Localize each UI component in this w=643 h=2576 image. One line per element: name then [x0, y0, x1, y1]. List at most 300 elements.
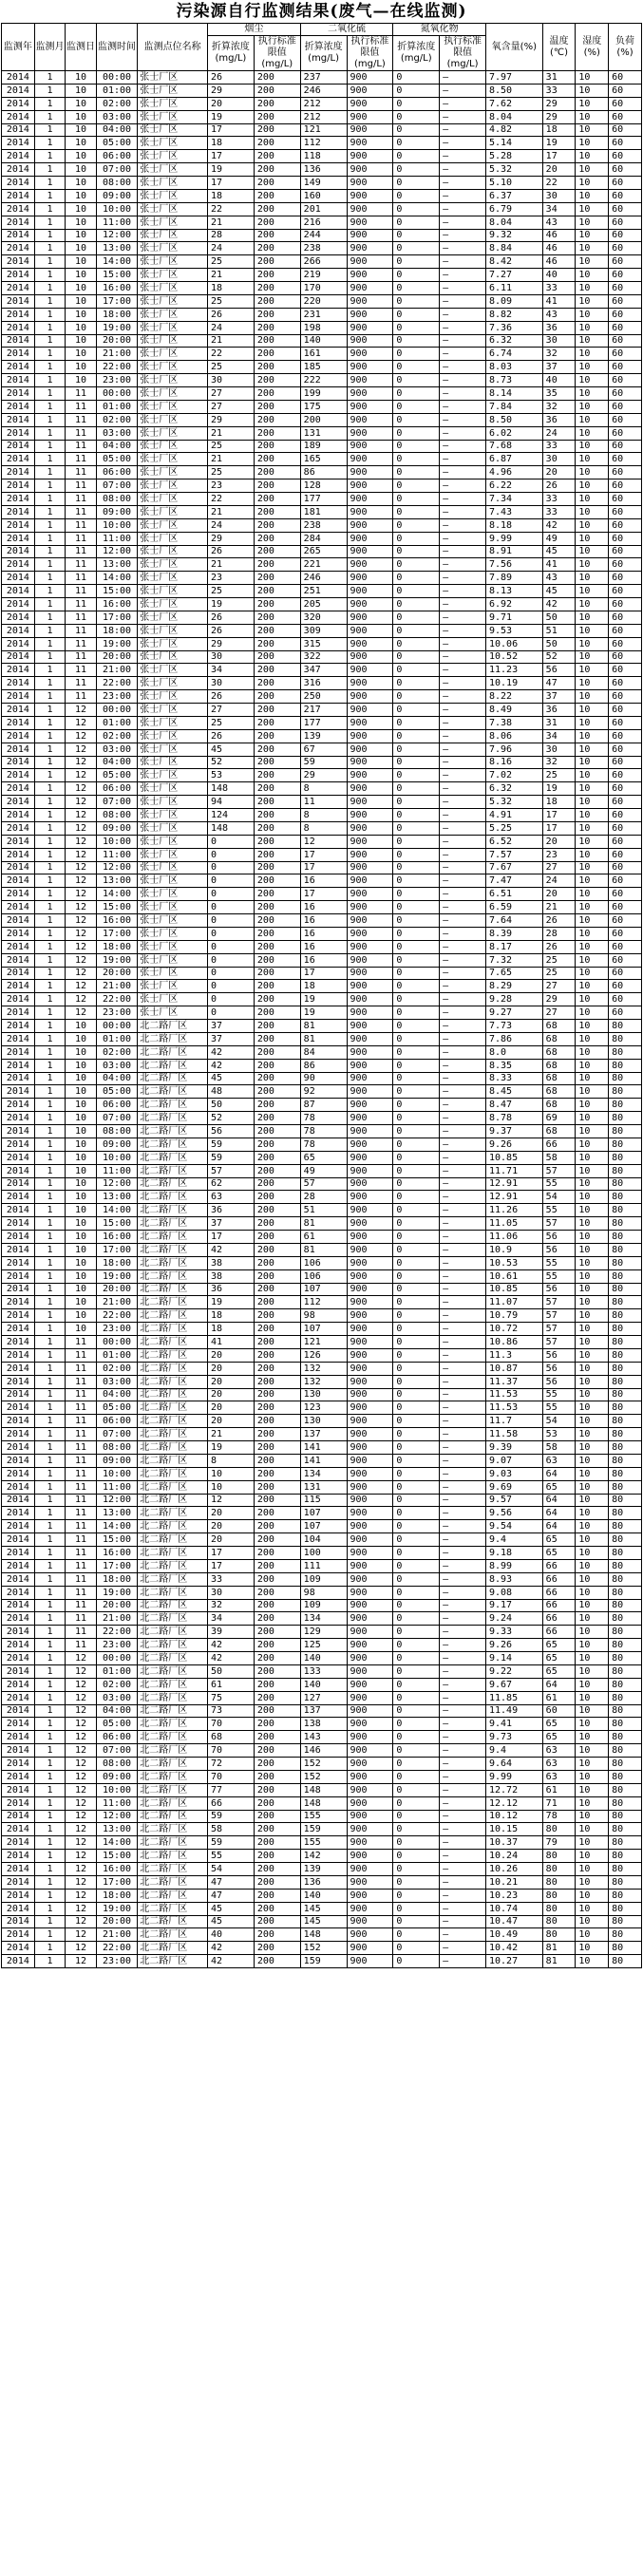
cell-nox-limit: — — [440, 1231, 486, 1244]
table-row — [2, 1889, 642, 1902]
cell-dust-conc: 19 — [208, 110, 255, 123]
cell-so2-limit: 900 — [347, 874, 393, 888]
cell-so2-limit: 900 — [347, 308, 393, 321]
cell-day: 11 — [66, 1454, 97, 1467]
cell-humidity: 10 — [576, 1572, 609, 1586]
cell-nox-conc: 0 — [393, 993, 440, 1006]
cell-month: 1 — [34, 1758, 66, 1771]
cell-nox-limit: — — [440, 374, 486, 387]
cell-nox-conc: 0 — [393, 71, 440, 85]
cell-load: 60 — [609, 110, 642, 123]
cell-year: 2014 — [2, 1099, 35, 1112]
cell-location: 张士厂区 — [138, 940, 208, 953]
cell-nox-limit: — — [440, 1375, 486, 1388]
cell-month: 1 — [34, 1691, 66, 1704]
cell-so2-limit: 900 — [347, 743, 393, 756]
cell-nox-limit: — — [440, 493, 486, 506]
cell-load: 60 — [609, 189, 642, 202]
table-row — [2, 361, 642, 374]
cell-dust-limit: 200 — [254, 413, 300, 426]
cell-nox-conc: 0 — [393, 1547, 440, 1560]
cell-dust-conc: 37 — [208, 1032, 255, 1045]
cell-nox-limit: — — [440, 1323, 486, 1336]
table-row — [2, 189, 642, 202]
cell-dust-conc: 37 — [208, 1020, 255, 1033]
cell-load: 80 — [609, 1032, 642, 1045]
cell-so2-limit: 900 — [347, 1283, 393, 1296]
table-row — [2, 532, 642, 545]
cell-oxygen: 10.85 — [485, 1151, 542, 1164]
cell-dust-limit: 200 — [254, 1586, 300, 1599]
cell-location: 张士厂区 — [138, 993, 208, 1006]
cell-time: 11:00 — [96, 532, 137, 545]
cell-year: 2014 — [2, 1428, 35, 1441]
cell-dust-limit: 200 — [254, 177, 300, 190]
cell-nox-limit: — — [440, 361, 486, 374]
cell-temperature: 49 — [542, 532, 576, 545]
cell-nox-limit: — — [440, 729, 486, 743]
cell-month: 1 — [34, 1045, 66, 1059]
cell-location: 张士厂区 — [138, 650, 208, 664]
cell-oxygen: 10.49 — [485, 1928, 542, 1942]
cell-dust-limit: 200 — [254, 598, 300, 611]
cell-dust-limit: 200 — [254, 1902, 300, 1915]
cell-oxygen: 6.52 — [485, 835, 542, 848]
cell-load: 80 — [609, 1085, 642, 1099]
cell-so2-limit: 900 — [347, 71, 393, 85]
cell-humidity: 10 — [576, 1269, 609, 1283]
cell-oxygen: 7.65 — [485, 967, 542, 980]
cell-nox-conc: 0 — [393, 361, 440, 374]
cell-dust-limit: 200 — [254, 861, 300, 874]
cell-day: 11 — [66, 637, 97, 650]
cell-nox-limit: — — [440, 901, 486, 914]
cell-day: 11 — [66, 1547, 97, 1560]
cell-dust-conc: 59 — [208, 1836, 255, 1850]
cell-month: 1 — [34, 1401, 66, 1415]
cell-location: 张士厂区 — [138, 321, 208, 334]
cell-dust-conc: 0 — [208, 993, 255, 1006]
cell-so2-conc: 177 — [300, 716, 347, 729]
table-body — [2, 71, 642, 1968]
cell-load: 60 — [609, 769, 642, 782]
table-row — [2, 1572, 642, 1586]
cell-temperature: 66 — [542, 1138, 576, 1151]
cell-oxygen: 7.67 — [485, 861, 542, 874]
cell-oxygen: 7.36 — [485, 321, 542, 334]
table-row — [2, 1664, 642, 1678]
cell-location: 张士厂区 — [138, 229, 208, 242]
table-row — [2, 756, 642, 769]
cell-day: 11 — [66, 518, 97, 532]
cell-so2-limit: 900 — [347, 1125, 393, 1138]
cell-nox-limit: — — [440, 1863, 486, 1876]
cell-humidity: 10 — [576, 321, 609, 334]
cell-year: 2014 — [2, 229, 35, 242]
cell-nox-conc: 0 — [393, 374, 440, 387]
cell-location: 北二路厂区 — [138, 1480, 208, 1494]
cell-day: 11 — [66, 1480, 97, 1494]
cell-location: 张士厂区 — [138, 743, 208, 756]
cell-time: 00:00 — [96, 1652, 137, 1665]
cell-oxygen: 9.33 — [485, 1626, 542, 1639]
cell-so2-conc: 266 — [300, 255, 347, 269]
cell-month: 1 — [34, 1085, 66, 1099]
cell-month: 1 — [34, 400, 66, 413]
cell-so2-limit: 900 — [347, 348, 393, 361]
cell-load: 80 — [609, 1507, 642, 1520]
cell-dust-conc: 21 — [208, 269, 255, 282]
cell-so2-conc: 132 — [300, 1375, 347, 1388]
cell-nox-conc: 0 — [393, 1915, 440, 1928]
cell-temperature: 18 — [542, 796, 576, 809]
cell-oxygen: 6.02 — [485, 426, 542, 440]
cell-so2-conc: 143 — [300, 1731, 347, 1744]
cell-dust-limit: 200 — [254, 1217, 300, 1231]
cell-so2-limit: 900 — [347, 1085, 393, 1099]
cell-so2-limit: 900 — [347, 479, 393, 493]
cell-humidity: 10 — [576, 1336, 609, 1349]
table-row — [2, 1770, 642, 1783]
cell-so2-limit: 900 — [347, 1454, 393, 1467]
cell-so2-conc: 92 — [300, 1085, 347, 1099]
cell-location: 北二路厂区 — [138, 1204, 208, 1217]
cell-so2-limit: 900 — [347, 940, 393, 953]
cell-nox-conc: 0 — [393, 493, 440, 506]
cell-so2-limit: 900 — [347, 1559, 393, 1572]
cell-humidity: 10 — [576, 1480, 609, 1494]
cell-nox-limit: — — [440, 848, 486, 861]
cell-year: 2014 — [2, 677, 35, 690]
cell-time: 17:00 — [96, 611, 137, 624]
cell-load: 80 — [609, 1572, 642, 1586]
cell-nox-limit: — — [440, 400, 486, 413]
cell-oxygen: 8.16 — [485, 756, 542, 769]
cell-temperature: 47 — [542, 677, 576, 690]
cell-time: 18:00 — [96, 1256, 137, 1269]
cell-dust-limit: 200 — [254, 1704, 300, 1718]
cell-day: 11 — [66, 453, 97, 466]
table-row — [2, 1283, 642, 1296]
cell-temperature: 43 — [542, 308, 576, 321]
cell-so2-limit: 900 — [347, 611, 393, 624]
cell-nox-limit: — — [440, 1059, 486, 1072]
cell-temperature: 17 — [542, 809, 576, 822]
cell-location: 张士厂区 — [138, 453, 208, 466]
cell-month: 1 — [34, 334, 66, 348]
cell-temperature: 46 — [542, 255, 576, 269]
cell-so2-conc: 16 — [300, 914, 347, 928]
cell-day: 12 — [66, 1928, 97, 1942]
cell-dust-conc: 42 — [208, 1059, 255, 1072]
cell-year: 2014 — [2, 967, 35, 980]
cell-dust-conc: 70 — [208, 1770, 255, 1783]
cell-dust-conc: 66 — [208, 1796, 255, 1810]
cell-oxygen: 10.87 — [485, 1362, 542, 1375]
cell-time: 04:00 — [96, 440, 137, 453]
cell-location: 张士厂区 — [138, 479, 208, 493]
cell-nox-conc: 0 — [393, 532, 440, 545]
cell-month: 1 — [34, 1664, 66, 1678]
cell-nox-conc: 0 — [393, 861, 440, 874]
cell-so2-conc: 320 — [300, 611, 347, 624]
cell-so2-conc: 130 — [300, 1388, 347, 1401]
cell-temperature: 80 — [542, 1863, 576, 1876]
header-year: 监测年 — [2, 24, 35, 71]
cell-day: 12 — [66, 1875, 97, 1889]
cell-nox-conc: 0 — [393, 123, 440, 137]
cell-humidity: 10 — [576, 572, 609, 585]
cell-year: 2014 — [2, 1955, 35, 1968]
cell-time: 03:00 — [96, 1691, 137, 1704]
cell-so2-conc: 112 — [300, 137, 347, 150]
cell-nox-conc: 0 — [393, 1928, 440, 1942]
cell-day: 10 — [66, 1151, 97, 1164]
cell-year: 2014 — [2, 1664, 35, 1678]
cell-so2-limit: 900 — [347, 1652, 393, 1665]
cell-location: 张士厂区 — [138, 374, 208, 387]
cell-month: 1 — [34, 1823, 66, 1836]
cell-nox-limit: — — [440, 677, 486, 690]
cell-nox-limit: — — [440, 163, 486, 177]
cell-nox-conc: 0 — [393, 796, 440, 809]
table-row — [2, 729, 642, 743]
cell-month: 1 — [34, 888, 66, 901]
header-oxygen: 氧含量(%) — [485, 24, 542, 71]
cell-nox-conc: 0 — [393, 466, 440, 479]
cell-dust-conc: 20 — [208, 1507, 255, 1520]
cell-location: 张士厂区 — [138, 677, 208, 690]
cell-oxygen: 11.53 — [485, 1388, 542, 1401]
cell-temperature: 26 — [542, 479, 576, 493]
cell-month: 1 — [34, 796, 66, 809]
cell-nox-conc: 0 — [393, 743, 440, 756]
cell-so2-conc: 200 — [300, 413, 347, 426]
cell-oxygen: 10.37 — [485, 1836, 542, 1850]
cell-load: 60 — [609, 611, 642, 624]
cell-so2-conc: 81 — [300, 1243, 347, 1256]
cell-oxygen: 6.11 — [485, 282, 542, 295]
cell-day: 11 — [66, 572, 97, 585]
cell-temperature: 32 — [542, 348, 576, 361]
cell-year: 2014 — [2, 1415, 35, 1428]
cell-dust-limit: 200 — [254, 1348, 300, 1362]
cell-month: 1 — [34, 242, 66, 255]
cell-oxygen: 6.32 — [485, 334, 542, 348]
cell-nox-conc: 0 — [393, 177, 440, 190]
cell-so2-limit: 900 — [347, 914, 393, 928]
cell-nox-limit: — — [440, 1928, 486, 1942]
cell-humidity: 10 — [576, 269, 609, 282]
table-row — [2, 1336, 642, 1349]
cell-nox-conc: 0 — [393, 927, 440, 940]
cell-month: 1 — [34, 1125, 66, 1138]
cell-humidity: 10 — [576, 716, 609, 729]
cell-day: 10 — [66, 1217, 97, 1231]
cell-load: 80 — [609, 1480, 642, 1494]
cell-day: 10 — [66, 150, 97, 163]
cell-nox-conc: 0 — [393, 1810, 440, 1823]
cell-load: 80 — [609, 1454, 642, 1467]
cell-nox-conc: 0 — [393, 202, 440, 216]
cell-time: 10:00 — [96, 1783, 137, 1796]
cell-dust-conc: 30 — [208, 650, 255, 664]
cell-humidity: 10 — [576, 743, 609, 756]
cell-humidity: 10 — [576, 953, 609, 967]
cell-year: 2014 — [2, 993, 35, 1006]
cell-month: 1 — [34, 611, 66, 624]
cell-so2-conc: 8 — [300, 782, 347, 796]
cell-dust-conc: 73 — [208, 1704, 255, 1718]
cell-time: 13:00 — [96, 242, 137, 255]
cell-so2-limit: 900 — [347, 1256, 393, 1269]
cell-nox-conc: 0 — [393, 387, 440, 401]
cell-dust-conc: 42 — [208, 1045, 255, 1059]
cell-oxygen: 10.72 — [485, 1323, 542, 1336]
cell-so2-conc: 100 — [300, 1547, 347, 1560]
cell-oxygen: 8.29 — [485, 980, 542, 993]
cell-so2-limit: 900 — [347, 1664, 393, 1678]
cell-nox-limit: — — [440, 1664, 486, 1678]
cell-load: 60 — [609, 426, 642, 440]
cell-location: 北二路厂区 — [138, 1889, 208, 1902]
cell-oxygen: 12.72 — [485, 1783, 542, 1796]
cell-humidity: 10 — [576, 809, 609, 822]
cell-year: 2014 — [2, 1572, 35, 1586]
cell-month: 1 — [34, 874, 66, 888]
cell-so2-limit: 900 — [347, 282, 393, 295]
cell-humidity: 10 — [576, 1559, 609, 1572]
cell-load: 60 — [609, 505, 642, 518]
table-row — [2, 150, 642, 163]
cell-temperature: 21 — [542, 901, 576, 914]
cell-day: 11 — [66, 466, 97, 479]
cell-dust-conc: 29 — [208, 637, 255, 650]
cell-so2-conc: 19 — [300, 993, 347, 1006]
cell-humidity: 10 — [576, 704, 609, 717]
cell-temperature: 58 — [542, 1441, 576, 1455]
cell-humidity: 10 — [576, 1112, 609, 1125]
cell-so2-limit: 900 — [347, 1599, 393, 1612]
cell-humidity: 10 — [576, 1006, 609, 1020]
cell-dust-conc: 0 — [208, 861, 255, 874]
cell-load: 60 — [609, 888, 642, 901]
table-row — [2, 1547, 642, 1560]
cell-nox-conc: 0 — [393, 1151, 440, 1164]
cell-humidity: 10 — [576, 1059, 609, 1072]
cell-so2-limit: 900 — [347, 1902, 393, 1915]
cell-dust-limit: 200 — [254, 953, 300, 967]
cell-dust-limit: 200 — [254, 1467, 300, 1480]
cell-nox-conc: 0 — [393, 769, 440, 782]
cell-time: 07:00 — [96, 796, 137, 809]
cell-oxygen: 9.57 — [485, 1494, 542, 1507]
cell-load: 80 — [609, 1678, 642, 1691]
cell-nox-limit: — — [440, 782, 486, 796]
cell-oxygen: 12.91 — [485, 1191, 542, 1204]
cell-temperature: 29 — [542, 97, 576, 110]
cell-so2-conc: 16 — [300, 953, 347, 967]
cell-humidity: 10 — [576, 967, 609, 980]
cell-dust-conc: 19 — [208, 1296, 255, 1309]
cell-year: 2014 — [2, 1850, 35, 1863]
cell-year: 2014 — [2, 756, 35, 769]
cell-nox-limit: — — [440, 1020, 486, 1033]
cell-so2-limit: 900 — [347, 716, 393, 729]
cell-load: 60 — [609, 493, 642, 506]
cell-month: 1 — [34, 294, 66, 308]
cell-humidity: 10 — [576, 1902, 609, 1915]
cell-nox-conc: 0 — [393, 1480, 440, 1494]
cell-load: 80 — [609, 1441, 642, 1455]
cell-so2-limit: 900 — [347, 137, 393, 150]
cell-oxygen: 9.37 — [485, 1125, 542, 1138]
cell-dust-limit: 200 — [254, 255, 300, 269]
cell-load: 60 — [609, 84, 642, 97]
cell-day: 11 — [66, 1626, 97, 1639]
cell-nox-limit: — — [440, 1085, 486, 1099]
cell-nox-conc: 0 — [393, 242, 440, 255]
table-row — [2, 993, 642, 1006]
table-row — [2, 479, 642, 493]
cell-time: 02:00 — [96, 1045, 137, 1059]
cell-dust-conc: 21 — [208, 505, 255, 518]
cell-so2-limit: 900 — [347, 1375, 393, 1388]
cell-dust-limit: 200 — [254, 835, 300, 848]
cell-time: 19:00 — [96, 1269, 137, 1283]
cell-location: 张士厂区 — [138, 572, 208, 585]
cell-dust-conc: 0 — [208, 874, 255, 888]
table-row — [2, 637, 642, 650]
cell-so2-limit: 900 — [347, 901, 393, 914]
cell-nox-conc: 0 — [393, 545, 440, 558]
cell-oxygen: 4.82 — [485, 123, 542, 137]
cell-dust-conc: 42 — [208, 1652, 255, 1665]
cell-location: 张士厂区 — [138, 387, 208, 401]
cell-temperature: 25 — [542, 967, 576, 980]
cell-dust-conc: 25 — [208, 466, 255, 479]
cell-so2-limit: 900 — [347, 532, 393, 545]
table-row — [2, 743, 642, 756]
cell-nox-conc: 0 — [393, 704, 440, 717]
cell-humidity: 10 — [576, 1020, 609, 1033]
cell-location: 北二路厂区 — [138, 1928, 208, 1942]
cell-month: 1 — [34, 1850, 66, 1863]
cell-dust-limit: 200 — [254, 1323, 300, 1336]
cell-year: 2014 — [2, 1085, 35, 1099]
table-row — [2, 1955, 642, 1968]
cell-dust-conc: 94 — [208, 796, 255, 809]
cell-so2-limit: 900 — [347, 729, 393, 743]
cell-nox-limit: — — [440, 1875, 486, 1889]
cell-location: 张士厂区 — [138, 334, 208, 348]
cell-dust-limit: 200 — [254, 1006, 300, 1020]
cell-location: 张士厂区 — [138, 255, 208, 269]
cell-month: 1 — [34, 914, 66, 928]
cell-time: 06:00 — [96, 1099, 137, 1112]
cell-so2-limit: 900 — [347, 1269, 393, 1283]
cell-location: 张士厂区 — [138, 558, 208, 572]
cell-so2-conc: 189 — [300, 440, 347, 453]
cell-dust-limit: 200 — [254, 1691, 300, 1704]
cell-nox-limit: — — [440, 1428, 486, 1441]
cell-so2-limit: 900 — [347, 413, 393, 426]
cell-day: 10 — [66, 348, 97, 361]
cell-load: 60 — [609, 835, 642, 848]
cell-month: 1 — [34, 97, 66, 110]
table-row — [2, 1520, 642, 1533]
cell-nox-limit: — — [440, 216, 486, 229]
